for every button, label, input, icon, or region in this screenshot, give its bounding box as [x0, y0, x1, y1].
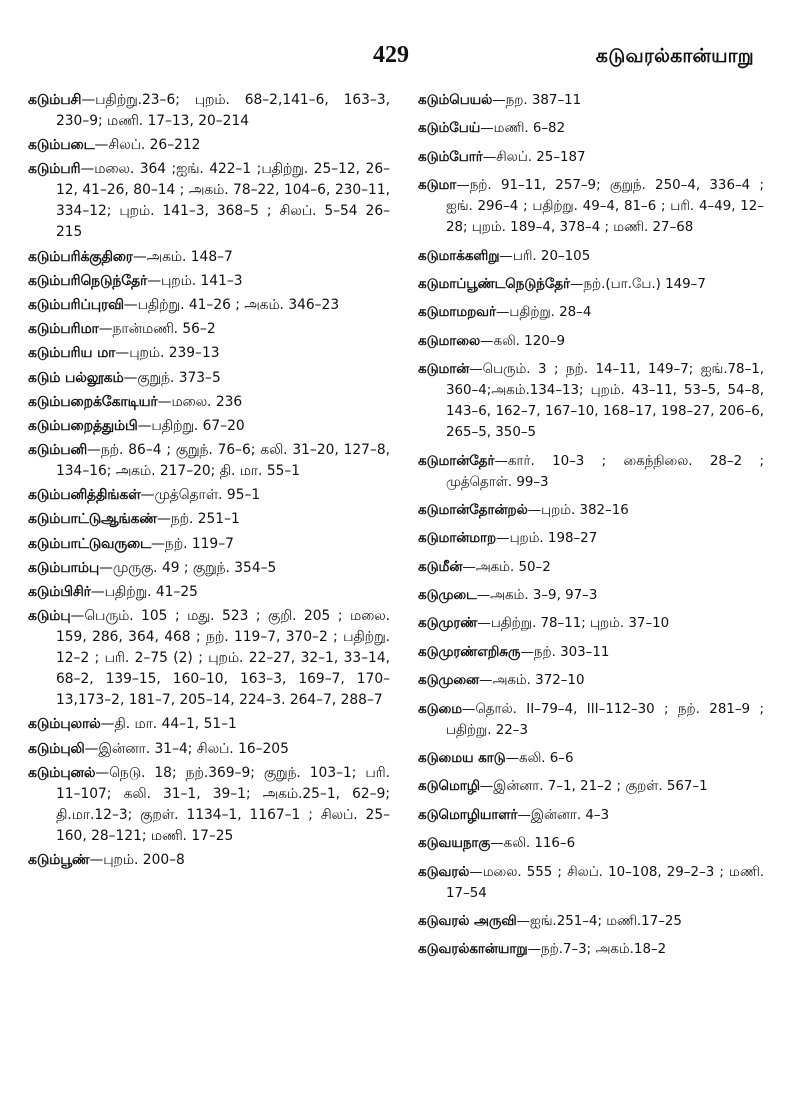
index-entry: [28, 606, 390, 711]
entry-references: —நற். 86–4 ; குறுந். 76–6; கலி. 31–20, 127–8, 134–16; அகம். 217–20; தி. மா. 55–1: [56, 442, 390, 480]
index-entry: [28, 416, 390, 437]
index-entry: [28, 392, 390, 413]
index-entry: [418, 118, 764, 139]
index-entry: [28, 850, 390, 871]
index-entry: [418, 274, 764, 295]
index-entry: [28, 509, 390, 530]
entry-headword: கடும்புலி: [28, 740, 85, 757]
entry-headword: கடும்பாட்டுஆங்கண்: [28, 511, 157, 528]
entry-headword: கடும்பரிநெடுந்தேர்: [28, 272, 148, 289]
index-entry: [418, 939, 764, 960]
entry-references: —முருகு. 49 ; குறுந். 354–5: [99, 559, 277, 576]
entry-headword: கடும்பாட்டுவருடை: [28, 535, 152, 552]
entry-references: —மலை. 555 ; சிலப். 10–108, 29–2–3 ; மணி. 17–54: [446, 864, 764, 901]
entry-references: —நற். 303–11: [520, 644, 610, 660]
index-entry: [28, 159, 390, 243]
index-entry: [28, 343, 390, 364]
entry-references: —நற்.(பா.பே.) 149–7: [570, 276, 706, 292]
index-entry: [418, 613, 764, 634]
entry-references: —கலி. 6–6: [505, 751, 574, 767]
index-entry: [28, 582, 390, 603]
entry-headword: கடும்புலால்: [28, 716, 101, 733]
index-entry: [418, 670, 764, 691]
page-header: [0, 42, 800, 78]
entry-headword: கடும்பாம்பு: [28, 559, 100, 576]
entry-headword: கடும்பரிய மா: [28, 345, 116, 362]
index-entry: [418, 862, 764, 904]
index-entry: [418, 528, 764, 549]
entry-headword: கடுமுனை: [418, 673, 480, 689]
entry-headword: கடும்படை: [28, 137, 95, 154]
entry-references: —மலை. 364 ;ஐங். 422–1 ;பதிற்று. 25–12, 26–12, 41–26, 80–14 ; அகம். 78–22, 104–6, 230–11, 334–12; புறம். 141–3, 368–5 ; சிலப். 5–54 26–215: [56, 161, 390, 241]
index-entry: [418, 331, 764, 352]
index-entry: [418, 699, 764, 741]
index-entry: [28, 739, 390, 760]
entry-references: —மணி. 6–82: [480, 121, 566, 137]
entry-references: —குறுந். 373–5: [123, 369, 221, 386]
entry-headword: கடும்பெயல்: [418, 93, 493, 108]
entry-references: —புறம். 200–8: [89, 851, 185, 868]
index-entry: [418, 246, 764, 267]
entry-headword: கடும்பிசிர்: [28, 584, 91, 600]
entry-references: —புறம். 198–27: [496, 531, 598, 547]
entry-headword: கடுமுரண்: [418, 616, 478, 632]
entry-headword: கடுமுரண்எறிசுரு: [418, 644, 521, 660]
index-entry: [418, 557, 764, 578]
entry-headword: கடும்பனி: [28, 442, 88, 459]
entry-references: —கார். 10–3 ; கைந்நிலை. 28–2 ; முத்தொள். 99–3: [446, 453, 764, 490]
entry-headword: கடும்பேய்: [418, 121, 481, 137]
entry-headword: கடுமாப்பூண்டநெடுந்தேர்: [418, 276, 571, 292]
index-entry: [28, 440, 390, 482]
entry-references: —பெரும். 3 ; நற். 14–11, 149–7; ஐங்.78–1, 360–4;அகம்.134–13; புறம். 43–11, 53–5, 54–8, 143–6, 162–7, 167–10, 168–17, 198–27, 206–6, 265–5, 350–5: [446, 362, 764, 441]
entry-headword: கடுமாமறவர்: [418, 305, 496, 321]
index-entry: [418, 911, 764, 932]
entry-references: —அகம். 3–9, 97–3: [476, 588, 598, 604]
entry-headword: கடும்பறைக்கோடியர்: [28, 393, 158, 410]
index-entry: [418, 302, 764, 323]
index-entry: [28, 714, 390, 735]
entry-headword: கடுமுடை: [418, 588, 477, 604]
index-entry: [418, 147, 764, 168]
index-entry: [418, 833, 764, 854]
entry-references: —பதிற்று. 67–20: [137, 417, 245, 434]
index-entry: [418, 585, 764, 606]
entry-references: —நான்மணி. 56–2: [98, 321, 216, 338]
entry-headword: கடுமாக்களிறு: [418, 248, 500, 264]
right-index-column: [418, 90, 764, 968]
entry-references: —சிலப். 25–187: [482, 149, 586, 165]
entry-references: —இன்னா. 7–1, 21–2 ; குறள். 567–1: [479, 779, 708, 795]
entry-headword: கடுமொழியாளர்: [418, 807, 518, 823]
entry-references: —அகம். 372–10: [479, 673, 585, 689]
entry-headword: கடுமாலை: [418, 333, 481, 349]
entry-references: —பரி. 20–105: [499, 248, 591, 264]
entry-headword: கடுமைய காடு: [418, 751, 506, 767]
entry-headword: கடுமான்: [418, 362, 470, 378]
entry-references: —நற். 251–1: [156, 511, 240, 528]
entry-references: —இன்னா. 31–4; சிலப். 16–205: [84, 740, 289, 757]
entry-headword: கடுமா: [418, 178, 457, 194]
entry-headword: கடுமை: [418, 701, 462, 717]
entry-headword: கடுமான்மாற: [418, 531, 497, 547]
index-entry: [418, 175, 764, 238]
entry-headword: கடும்புனல்: [28, 764, 96, 781]
index-entry: [418, 90, 764, 111]
index-entry: [28, 534, 390, 555]
entry-references: —பதிற்று. 78–11; புறம். 37–10: [477, 616, 670, 632]
entry-headword: கடுமொழி: [418, 779, 480, 795]
entry-headword: கடுவரல்: [418, 864, 470, 880]
entry-headword: கடும்பறைத்தும்பி: [28, 417, 138, 434]
entry-references: —நற்.7–3; அகம்.18–2: [527, 942, 667, 958]
index-entry: [418, 748, 764, 769]
index-entry: [28, 763, 390, 847]
entry-references: —நற். 119–7: [151, 535, 234, 552]
entry-headword: கடுமான்தேர்: [418, 453, 495, 469]
entry-headword: கடுவரல் அருவி: [418, 913, 517, 929]
index-entry: [28, 295, 390, 316]
entry-references: —அகம். 50–2: [462, 559, 551, 575]
index-entry: [28, 319, 390, 340]
entry-references: —புறம். 382–16: [527, 502, 629, 518]
entry-headword: கடும்பசி: [28, 92, 82, 108]
entry-references: —நெடு. 18; நற்.369–9; குறுந். 103–1; பரி. 11–107; கலி. 31–1, 39–1; அகம்.25–1, 62–9; தி.மா.12–3; குறள். 1134–1, 1167–1 ; சிலப். 25–160, 28–121; மணி. 17–25: [56, 764, 390, 844]
entry-headword: கடுவயநாகு: [418, 836, 491, 852]
running-head: கடுவரல்கான்யாறு: [595, 45, 754, 67]
entry-references: —ஐங்.251–4; மணி.17–25: [516, 913, 682, 929]
entry-headword: கடும்பு: [28, 608, 71, 625]
index-entry: [28, 247, 390, 268]
entry-references: —தொல். II–79–4, III–112–30 ; நற். 281–9 ; பதிற்று. 22–3: [446, 701, 764, 738]
entry-headword: கடும்பரிப்புரவி: [28, 296, 124, 313]
entry-headword: கடும்பரி: [28, 161, 81, 178]
entry-references: —பதிற்று. 41–25: [90, 584, 198, 600]
entry-headword: கடுமான்தோன்றல்: [418, 502, 528, 518]
page-number: 429: [373, 42, 409, 68]
entry-references: —கலி. 116–6: [490, 836, 576, 852]
entry-references: —சிலப். 26–212: [94, 137, 201, 154]
entry-references: —இன்னா. 4–3: [517, 807, 610, 823]
index-entry: [418, 642, 764, 663]
entry-references: —நற். 91–11, 257–9; குறுந். 250–4, 336–4 ; ஐங். 296–4 ; பதிற்று. 49–4, 81–6 ; பரி. 4–49, 12–28; புறம். 189–4, 378–4 ; மணி. 27–68: [446, 178, 764, 236]
entry-references: —அகம். 148–7: [132, 248, 233, 265]
index-entry: [418, 359, 764, 443]
entry-headword: கடும் பல்லூகம்: [28, 369, 124, 386]
index-entry: [28, 558, 390, 579]
entry-headword: கடும்பனித்திங்கள்: [28, 487, 141, 504]
entry-references: —மலை. 236: [157, 393, 243, 410]
index-entry: [418, 500, 764, 521]
entry-references: —பதிற்று. 41–26 ; அகம். 346–23: [123, 296, 340, 313]
entry-references: —நற. 387–11: [492, 93, 582, 108]
index-entry: [418, 776, 764, 797]
entry-references: —பெரும். 105 ; மது. 523 ; குறி. 205 ; மலை. 159, 286, 364, 468 ; நற். 119–7, 370–2 ; பதிற்று. 12–2 ; பரி. 2–75 (2) ; புறம். 22–27, 32–1, 33–14, 68–2, 139–15, 160–10, 163–3, 169–7, 170–13,173–2, 181–7, 205–14, 224–3. 264–7, 288–7: [56, 608, 390, 709]
entry-headword: கடும்பரிமா: [28, 321, 99, 338]
index-entry: [28, 368, 390, 389]
entry-references: —புறம். 239–13: [115, 345, 220, 362]
entry-references: —தி. மா. 44–1, 51–1: [100, 716, 237, 733]
entry-references: —முத்தொள். 95–1: [140, 487, 261, 504]
index-entry: [418, 805, 764, 826]
index-entry: [418, 451, 764, 493]
left-index-column: [28, 90, 390, 874]
entry-references: —பதிற்று.23–6; புறம். 68–2,141–6, 163–3, 230–9; மணி. 17–13, 20–214: [56, 92, 390, 129]
entry-headword: கடும்போர்: [418, 149, 483, 165]
entry-headword: கடுமீன்: [418, 559, 463, 575]
entry-references: —புறம். 141–3: [147, 272, 243, 289]
index-entry: [28, 485, 390, 506]
index-entry: [28, 135, 390, 156]
entry-references: —கலி. 120–9: [480, 333, 565, 349]
entry-references: —பதிற்று. 28–4: [496, 305, 592, 321]
index-entry: [28, 271, 390, 292]
entry-headword: கடுவரல்கான்யாறு: [418, 942, 528, 958]
entry-headword: கடும்பரிக்குதிரை: [28, 248, 133, 265]
index-entry: [28, 90, 390, 132]
entry-headword: கடும்பூண்: [28, 851, 90, 868]
